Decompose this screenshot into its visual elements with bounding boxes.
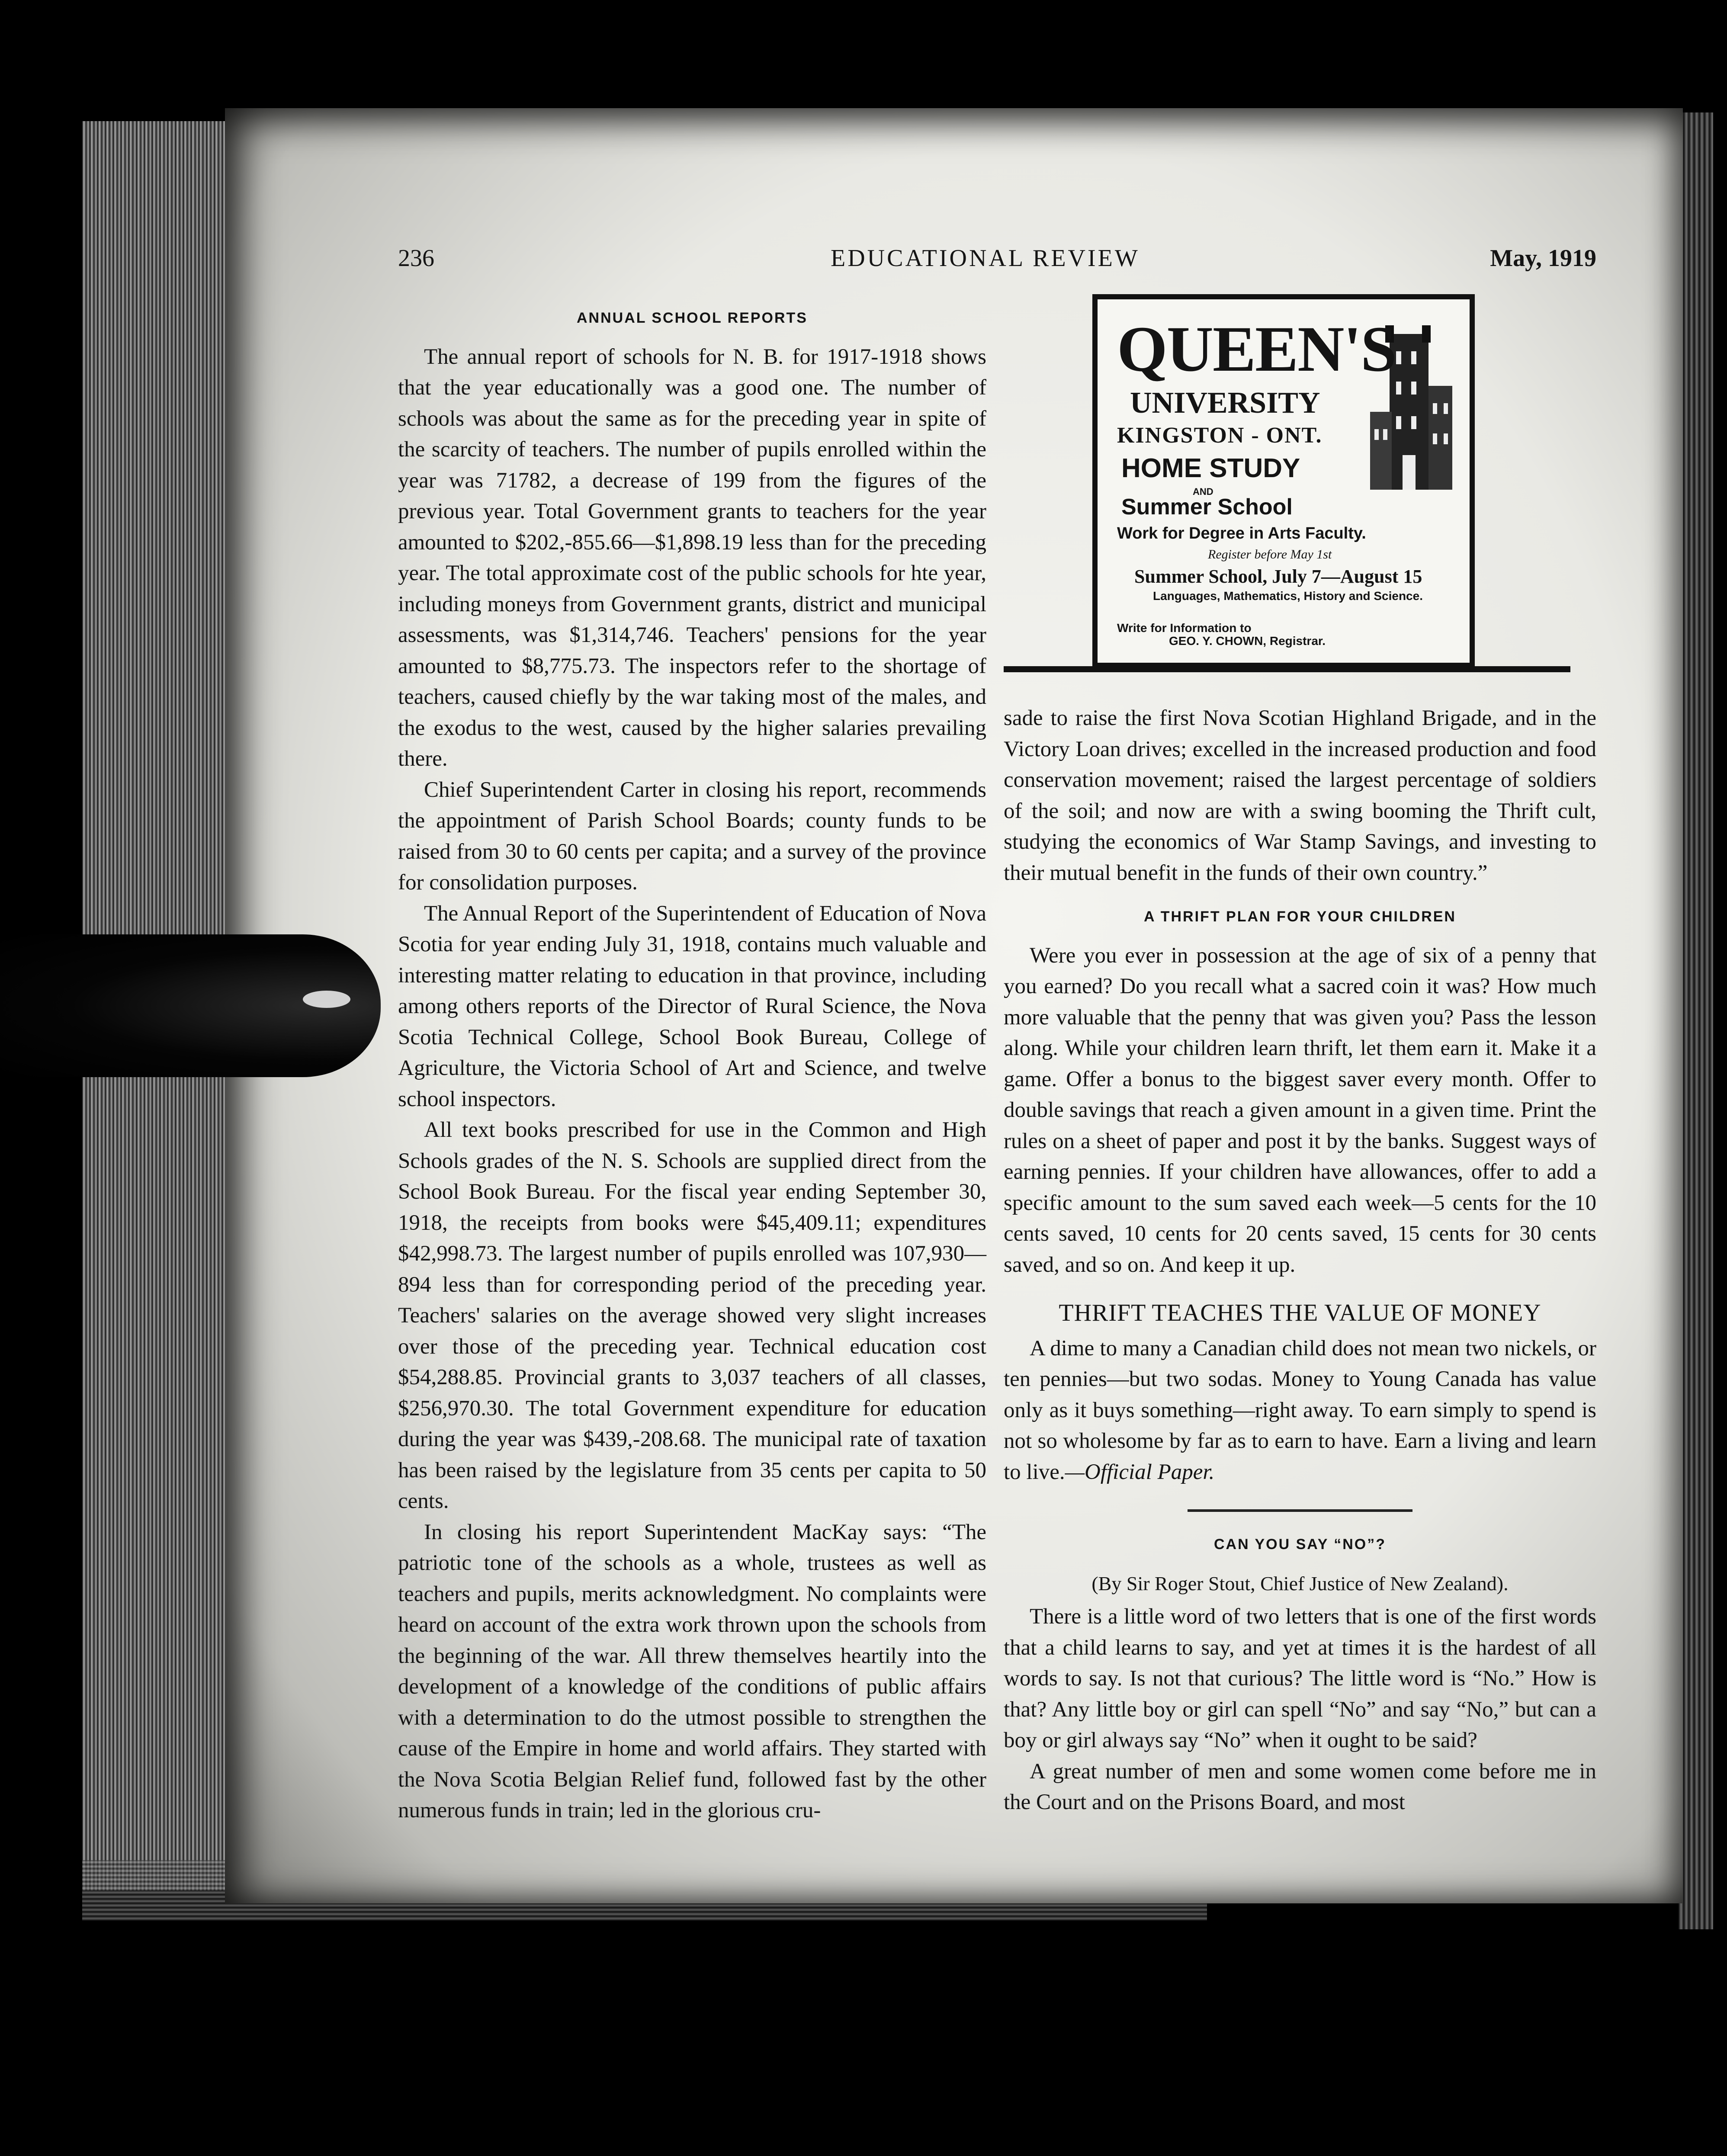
thrift-value-heading: THRIFT TEACHES THE VALUE OF MONEY bbox=[1059, 1299, 1541, 1326]
ad-register-deadline: Register before May 1st bbox=[1208, 547, 1332, 561]
issue-date: May, 1919 bbox=[1490, 245, 1596, 272]
ad-subjects: Languages, Mathematics, History and Science. bbox=[1153, 589, 1423, 603]
divider-rule bbox=[1188, 1509, 1412, 1512]
section-rule bbox=[1004, 666, 1570, 672]
right-column bbox=[1004, 703, 1596, 1818]
signoff: —Official Paper. bbox=[1065, 1460, 1215, 1484]
paragraph: All text books prescribed for use in the Common and High Schools grades of the N. S. Schools are supplied direct from the School Book Bureau. For the fiscal year ending September 30, 1918, the receipts from books were $45,409.11; expenditures $42,998.73. The largest number of pupils enrolled was 107,930—894 less than for corresponding period of the preceding year. Teachers' salaries on the average showed very slight increases over those of the preceding year. Technical education cost $54,288.85. Provincial grants to 3,037 teachers of all classes, $256,970.30. The total Government expenditure for education during the year was $439,-208.68. The municipal rate of taxation has been raised by the legislature from 35 cents per capita to 50 cents. bbox=[398, 1118, 986, 1513]
running-title: EDUCATIONAL REVIEW bbox=[831, 245, 1140, 272]
book-right-edges bbox=[1679, 112, 1713, 1929]
thrift-value-text: A dime to many a Canadian child does not mean two nickels, or ten pennies—but two sodas. Money to Young Canada has value only as it buys something—right away. To earn simply to spend is not so wholesome by far as to earn to have. Earn a living and learn to live. bbox=[1004, 1336, 1596, 1484]
ad-university: UNIVERSITY bbox=[1130, 386, 1320, 420]
paragraph: Chief Superintendent Carter in closing his report, recommends the appointment of Parish School Boards; county funds to be raised from 30 to 60 cents per capita; and a survey of the province for consolidation purposes. bbox=[398, 777, 986, 895]
ad-summer-dates: Summer School, July 7—August 15 bbox=[1134, 566, 1422, 587]
paragraph: The annual report of schools for N. B. for 1917-1918 shows that the year educationally was a good one. The number of schools was about the same as for the preceding year in spite of the scarcity of teachers. The number of pupils enrolled within the year was 71782, a decrease of 199 from the figures of the previous year. Total Government grants to teachers for the year amounted to $202,-855.66—$1,898.19 less than for the preceding year. The total approximate cost of the public schools for hte year, including moneys from Government grants, district and municipal assessments, was $1,314,746. Teachers' pensions for the year amounted to $8,775.73. The inspectors refer to the shortage of teachers, caused chiefly by the war taking most of the males, and the exodus to the west, caused by the higher salaries prevailing there. bbox=[398, 344, 986, 771]
ad-summer-school: Summer School bbox=[1121, 494, 1293, 520]
left-column bbox=[398, 303, 986, 1826]
ad-contact bbox=[1117, 622, 1326, 648]
queens-university-advertisement bbox=[1092, 294, 1475, 668]
say-no-heading: CAN YOU SAY “NO”? bbox=[1213, 1536, 1386, 1553]
byline: (By Sir Roger Stout, Chief Justice of New Zealand). bbox=[1091, 1572, 1509, 1595]
ad-home-study: HOME STUDY bbox=[1121, 453, 1300, 483]
ad-write-for: Write for Information to bbox=[1117, 621, 1252, 635]
paragraph: Were you ever in possession at the age of six of a penny that you earned? Do you recall what a sacred coin it was? How much more valuable that the penny that was given you? Pass the lesson along. While your children learn thrift, let them earn it. Make it a game. Offer a bonus to the biggest saver every month. Offer to double savings that reach a given amount in a given time. Print the rules on a sheet of paper and post it by the banks. Suggest ways of earning pennies. If your children have allowances, offer to add a specific amount to the sum saved each week—5 cents for the 10 cents saved, 10 cents for 20 cents saved, 15 cents for 30 cents saved, and so on. And keep it up. bbox=[1004, 943, 1596, 1277]
thrift-plan-heading: A THRIFT PLAN FOR YOUR CHILDREN bbox=[1144, 908, 1456, 925]
paragraph: The Annual Report of the Superintendent of Education of Nova Scotia for year ending July 31, 1918, contains much valuable and interesting matter relating to education in that province, including among others reports of the Director of Rural Science, the Nova Scotia Technical College, School Book Bureau, College of Agriculture, the Victoria School of Art and Science, and twelve school inspectors. bbox=[398, 901, 986, 1111]
ad-and: AND bbox=[1193, 486, 1213, 497]
paragraph: A great number of men and some women come before me in the Court and on the Prisons Board, and most bbox=[1004, 1759, 1596, 1814]
ad-title: QUEEN'S bbox=[1117, 313, 1396, 385]
paragraph: There is a little word of two letters that is one of the first words that a child learns to say, and yet at times it is the hardest of all words to say. Is not that curious? The little word is “No.” How is that? Any little boy or girl can spell “No” and say “No,” but can a boy or girl always say “No” when it ought to be said? bbox=[1004, 1604, 1596, 1752]
paragraph bbox=[1004, 1333, 1596, 1488]
thumbnail-highlight bbox=[303, 991, 350, 1008]
ad-work-degree: Work for Degree in Arts Faculty. bbox=[1117, 524, 1366, 542]
ad-registrar: GEO. Y. CHOWN, Registrar. bbox=[1169, 634, 1326, 648]
continuation-paragraph: sade to raise the first Nova Scotian Highland Brigade, and in the Victory Loan drives; excelled in the increased production and food conservation movement; raised the largest percentage of soldiers of the soil; and now are with a swing booming the Thrift cult, studying the economics of War Stamp Savings, and investing to their mutual benefit in the funds of their own country.” bbox=[1004, 706, 1596, 885]
page-header bbox=[398, 244, 1596, 283]
ad-city: KINGSTON - ONT. bbox=[1117, 423, 1323, 448]
page-number: 236 bbox=[398, 245, 434, 272]
annual-reports-heading: ANNUAL SCHOOL REPORTS bbox=[576, 310, 808, 326]
paragraph: In closing his report Superintendent MacKay says: “The patriotic tone of the schools as a whole, trustees as well as teachers and pupils, merits acknowledgment. No complaints were heard on account of the extra work thrown upon the schools from the beginning of the war. All threw themselves heartily into the development of a knowledge of the conditions of public affairs with a determination to do the utmost possible to strengthen the cause of the Empire in home and world affairs. They started with the Nova Scotia Belgian Relief fund, followed fast by the other numerous funds in train; led in the glorious cru- bbox=[398, 1520, 986, 1822]
